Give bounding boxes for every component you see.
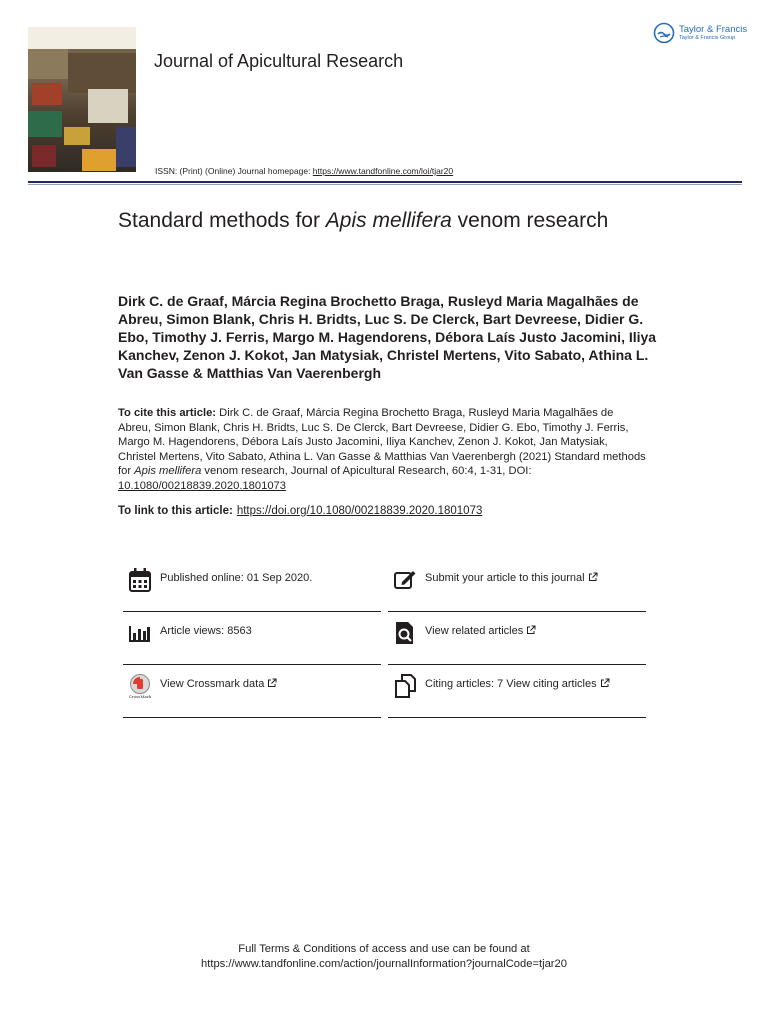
external-link-icon <box>600 678 610 688</box>
terms-line-1: Full Terms & Conditions of access and use can be found at <box>238 943 530 955</box>
issn-label: ISSN: (Print) (Online) Journal homepage: <box>155 166 313 176</box>
article-link-line <box>118 505 482 517</box>
terms-url[interactable]: https://www.tandfonline.com/action/journalInformation?journalCode=tjar20 <box>201 958 567 970</box>
search-document-icon <box>394 620 416 646</box>
citation-block: To cite this article: Dirk C. de Graaf, Márcia Regina Brochetto Braga, Rusleyd Maria Magalhães de Abreu, Simon Blank, Chris H. Bridts, Luc S. De Clerck, Bart Devreese, Didier G. Ebo, Timothy J. Ferris, Margo M. Hagendorens, Débora Laís Justo Jacomini, Iliya Kanchev, Zenon J. Kokot, Jan Matysiak, Christel Mertens, Vito Sabato, Athina L. Van Gasse & Matthias Van Vaerenbergh (2021) Standard methods for Apis mellifera venom research, Journal of Apicultural Research, 60:4, 1-31, DOI: 10.1080/00218839.2020.1801073 <box>118 407 646 492</box>
article-views-cell <box>123 614 381 666</box>
published-online-cell <box>123 561 381 613</box>
external-link-icon <box>588 572 598 582</box>
article-doi-url[interactable]: https://doi.org/10.1080/00218839.2020.1801073 <box>236 505 483 517</box>
article-authors: Dirk C. de Graaf, Márcia Regina Brochetto Braga, Rusleyd Maria Magalhães de Abreu, Simon Blank, Chris H. Bridts, Luc S. De Clerck, Bart Devreese, Didier G. Ebo, Timothy J. Ferris, Margo M. Hagendorens, Débora Laís Justo Jacomini, Iliya Kanchev, Zenon J. Kokot, Jan Matysiak, Christel Mertens, Vito Sabato, Athina L. Van Gasse & Matthias Van Vaerenbergh <box>118 293 657 381</box>
issn-line <box>155 166 453 176</box>
published-online-label: Published online: 01 Sep 2020. <box>160 572 313 584</box>
calendar-icon <box>129 567 151 593</box>
article-views-label: Article views: 8563 <box>160 625 252 637</box>
external-link-icon <box>267 678 277 688</box>
external-link-icon <box>526 625 536 635</box>
submit-article-cell[interactable] <box>388 561 646 613</box>
header-rule-thin <box>28 184 742 185</box>
article-link-label: To link to this article: <box>118 505 233 517</box>
copy-documents-icon <box>394 673 416 699</box>
journal-cover-image <box>28 27 136 172</box>
related-articles-link[interactable]: View related articles <box>425 625 524 637</box>
svg-text:CrossMark: CrossMark <box>129 694 151 699</box>
bar-chart-icon <box>129 620 151 646</box>
citing-articles-link[interactable]: Citing articles: 7 View citing articles <box>425 678 597 690</box>
terms-footer <box>0 942 768 972</box>
journal-title[interactable]: Journal of Apicultural Research <box>154 51 404 71</box>
publisher-name: Taylor & Francis <box>679 24 748 35</box>
related-articles-cell[interactable] <box>388 614 646 666</box>
journal-homepage-link[interactable]: https://www.tandfonline.com/loi/tjar20 <box>312 166 454 176</box>
header-rule <box>28 181 742 183</box>
edit-icon <box>394 567 416 593</box>
crossmark-link[interactable]: View Crossmark data <box>160 678 265 690</box>
citation-label: To cite this article: <box>118 407 217 419</box>
article-title: Standard methods for Apis mellifera venom research <box>118 209 609 232</box>
doi-link[interactable]: 10.1080/00218839.2020.1801073 <box>118 479 286 492</box>
submit-article-link[interactable]: Submit your article to this journal <box>425 572 585 584</box>
crossmark-icon <box>129 673 151 699</box>
taylor-francis-logo-icon <box>653 22 675 44</box>
publisher-logo[interactable] <box>653 22 747 44</box>
crossmark-cell[interactable] <box>123 667 381 719</box>
publisher-group: Taylor & Francis Group <box>679 34 736 41</box>
citing-articles-cell[interactable] <box>388 667 646 719</box>
